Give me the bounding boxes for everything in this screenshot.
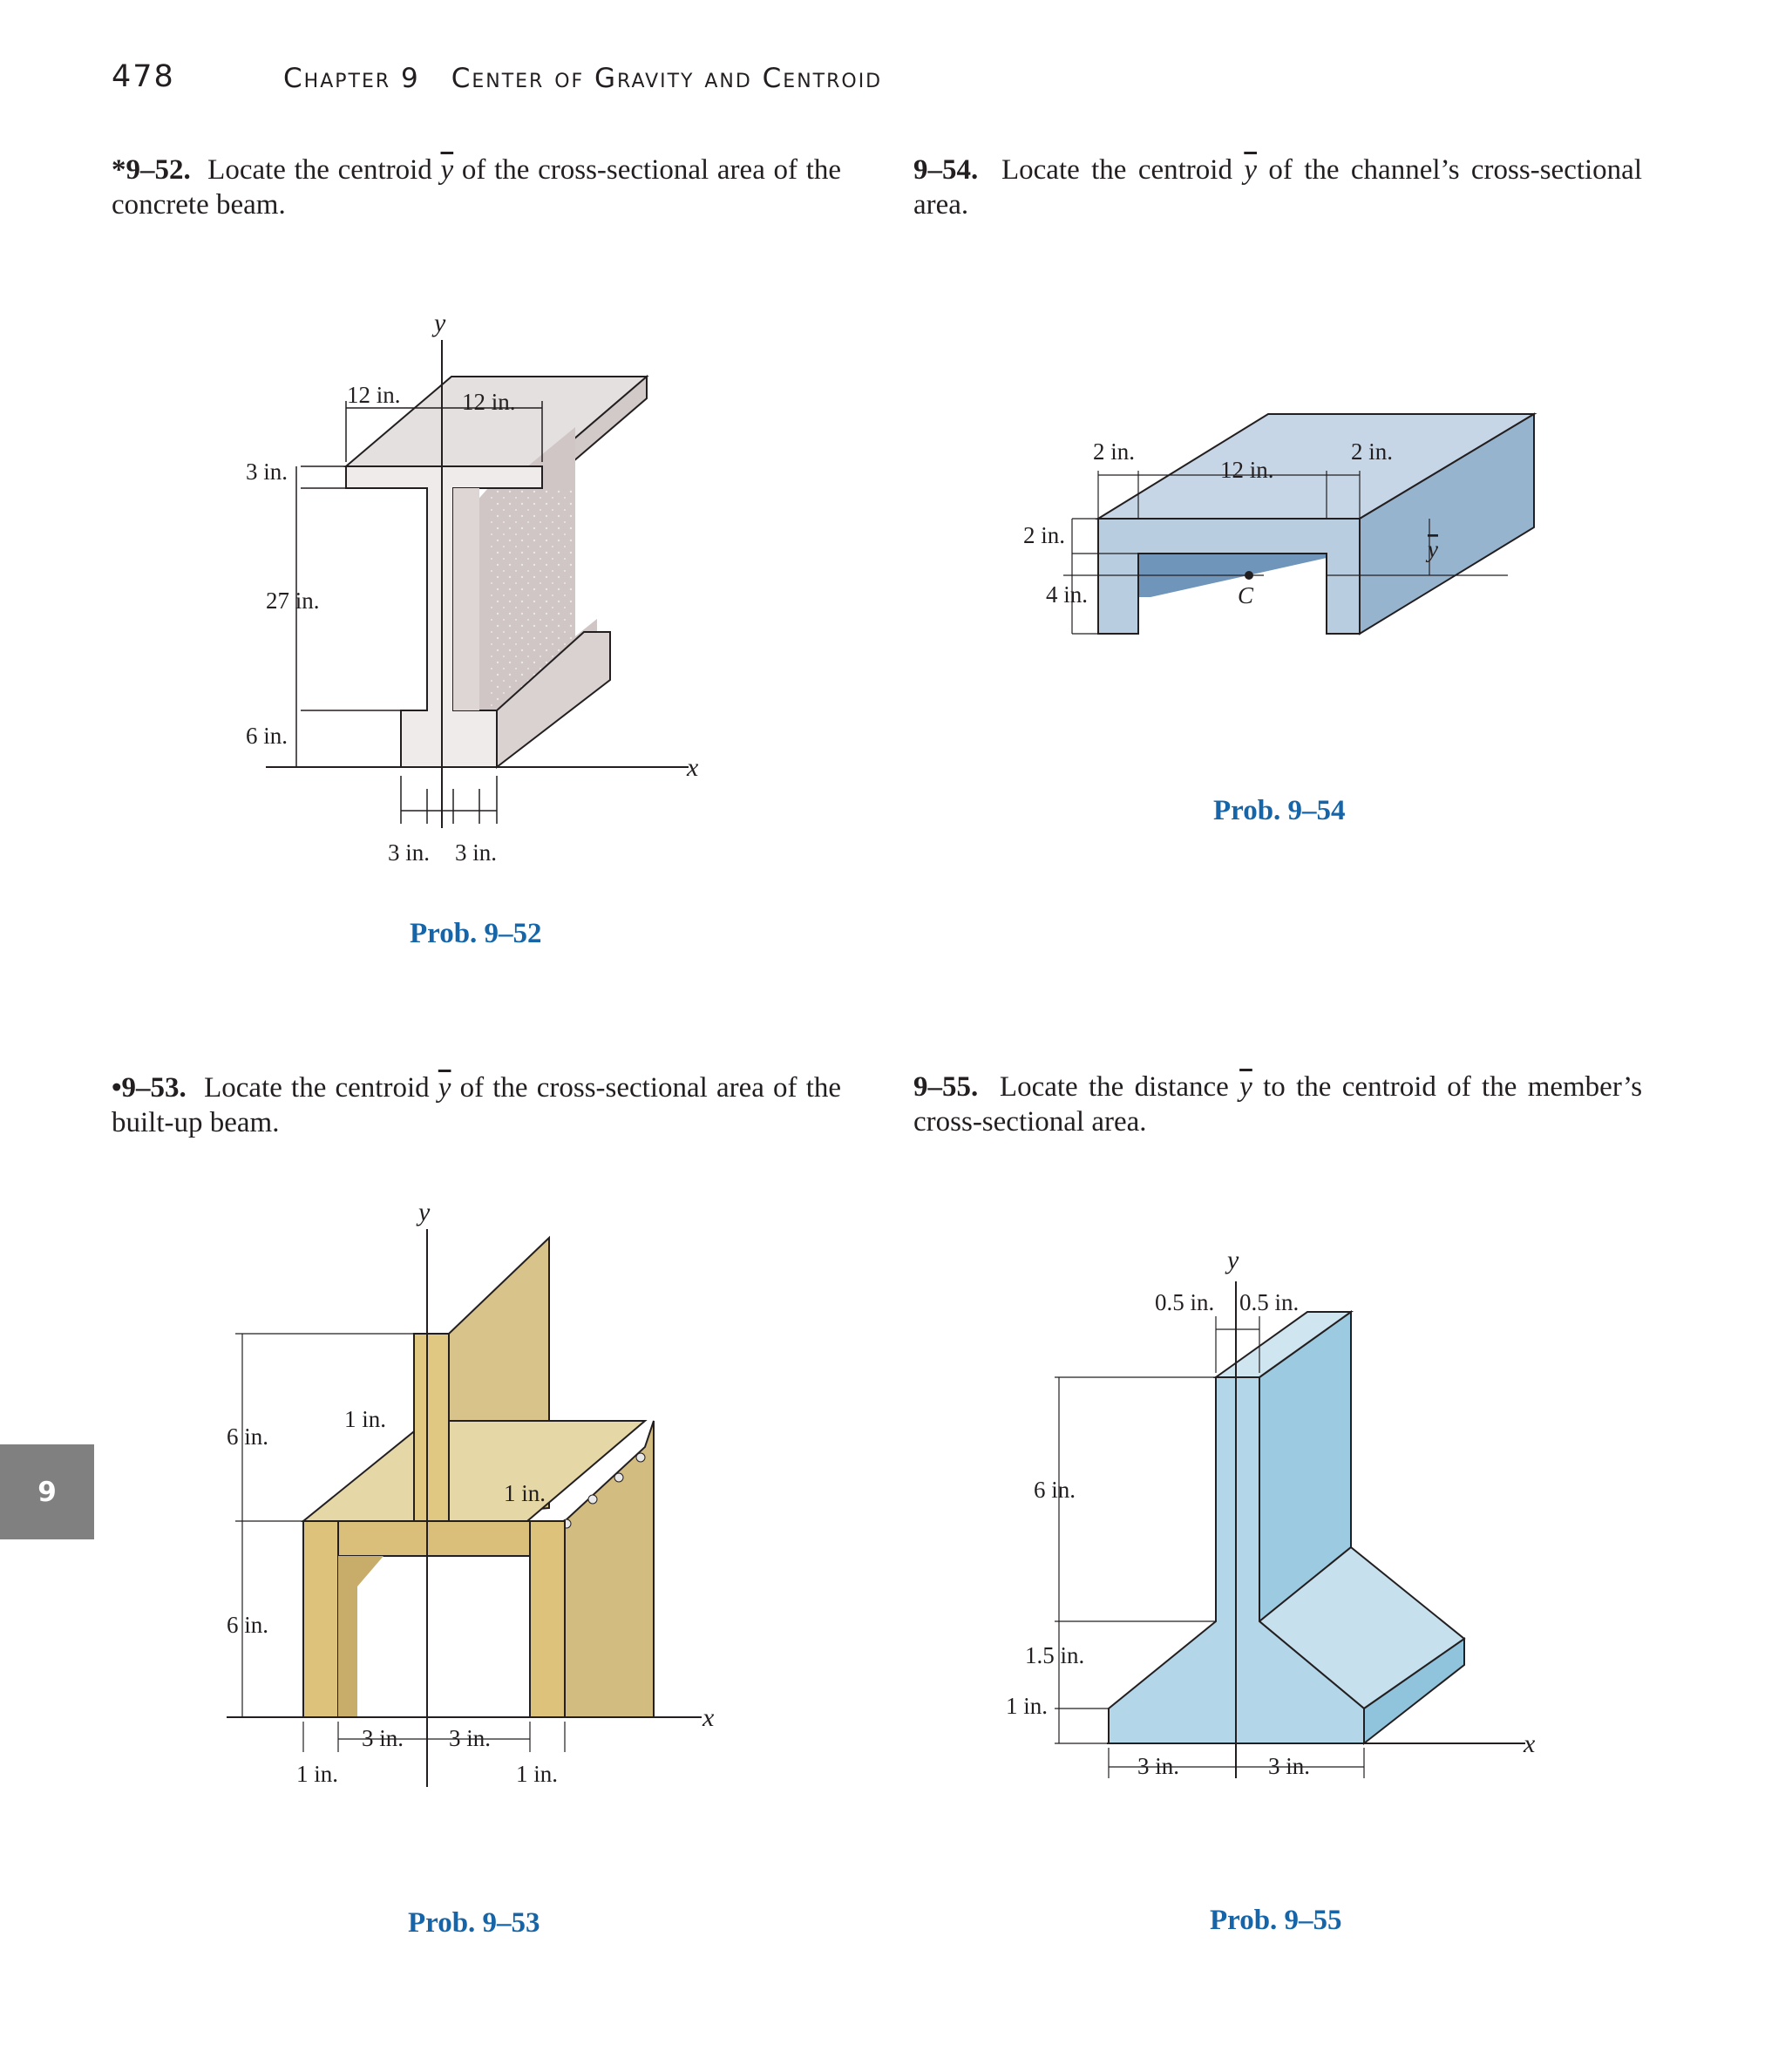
- running-header: [283, 63, 882, 94]
- dim-label: 12 in.: [1220, 457, 1274, 483]
- dim-label: 6 in.: [227, 1423, 269, 1450]
- dim-label: 12 in.: [462, 389, 516, 415]
- dim-label: 3 in.: [246, 459, 288, 485]
- horizontal-board-section: [338, 1521, 530, 1556]
- dim-label: 1 in.: [504, 1480, 546, 1506]
- chapter-title: Center of Gravity and Centroid: [451, 63, 883, 94]
- dim-label: 1 in.: [516, 1761, 559, 1787]
- ybar-symbol: $\overline{y}$: [1244, 154, 1257, 186]
- dim-label: 12 in.: [347, 382, 401, 408]
- figure-caption: Prob. 9–54: [1213, 795, 1346, 826]
- y-axis-label: y: [434, 309, 446, 337]
- figure-9-53: [209, 1194, 750, 1796]
- problem-number: *9–52.: [112, 154, 191, 186]
- dim-label: 0.5 in.: [1155, 1289, 1215, 1315]
- x-axis-label: x: [1524, 1729, 1536, 1758]
- page-number: 478: [112, 59, 175, 94]
- dim-label: 2 in.: [1023, 522, 1066, 548]
- problem-number: 9–54.: [913, 154, 979, 186]
- problem-number: •9–53.: [112, 1072, 187, 1104]
- right-board-section: [530, 1521, 565, 1717]
- problem-text: Locate the centroid: [1001, 154, 1232, 186]
- left-board-section: [303, 1521, 338, 1717]
- problem-text: Locate the centroid: [207, 154, 432, 186]
- dim-label: 1 in.: [296, 1761, 339, 1787]
- dim-label: 3 in.: [455, 839, 498, 866]
- dim-label: 2 in.: [1351, 438, 1394, 465]
- problem-text: of the channel’s cross-sectional area.: [913, 154, 1643, 221]
- dim-label: 6 in.: [246, 723, 288, 749]
- problem-9-52: [112, 153, 841, 222]
- dim-label: 6 in.: [227, 1612, 269, 1638]
- x-axis-label: x: [702, 1703, 715, 1732]
- dim-label: 2 in.: [1093, 438, 1136, 465]
- dim-label: 1 in.: [1006, 1693, 1049, 1719]
- dim-label: 3 in.: [449, 1725, 492, 1751]
- problem-text: Locate the distance: [999, 1071, 1229, 1103]
- dim-label: 3 in.: [1268, 1753, 1311, 1779]
- centroid-label: C: [1238, 582, 1254, 608]
- ybar-symbol: $\overline{y}$: [438, 1072, 451, 1104]
- figure-9-55: [1002, 1247, 1560, 1796]
- figure-caption: Prob. 9–55: [1210, 1905, 1342, 1936]
- dim-label: 1 in.: [344, 1406, 387, 1432]
- dim-label: 3 in.: [362, 1725, 404, 1751]
- dim-label: 0.5 in.: [1239, 1289, 1300, 1315]
- y-axis-label: y: [1227, 1247, 1239, 1274]
- figure-caption: Prob. 9–52: [410, 918, 542, 949]
- dim-label: 27 in.: [266, 588, 320, 614]
- dim-label: 4 in.: [1046, 581, 1089, 608]
- chapter-tab: 9: [0, 1444, 94, 1539]
- figure-9-52: [227, 305, 750, 880]
- figure-caption: Prob. 9–53: [408, 1907, 540, 1939]
- problem-9-54: [913, 153, 1642, 222]
- dim-label: 1.5 in.: [1025, 1642, 1085, 1668]
- figure-9-54: [1002, 397, 1560, 649]
- dim-label: 3 in.: [388, 839, 431, 866]
- y-axis-label: y: [418, 1198, 431, 1226]
- problem-9-55: [913, 1070, 1642, 1139]
- ybar-symbol: $\overline{y}$: [440, 154, 454, 186]
- dim-label: 3 in.: [1137, 1753, 1180, 1779]
- problem-9-53: [112, 1070, 841, 1140]
- vertical-board-section: [414, 1334, 449, 1521]
- problem-number: 9–55.: [913, 1071, 979, 1103]
- problem-text: Locate the centroid: [204, 1072, 430, 1104]
- problem-text: to the centroid of the member’s cross-sectional area.: [913, 1071, 1643, 1138]
- problem-text: of the cross-sectional area of the concrete beam.: [112, 154, 842, 221]
- ybar-symbol: $\overline{y}$: [1239, 1071, 1252, 1103]
- x-axis-label: x: [687, 753, 699, 782]
- dim-label: 6 in.: [1034, 1477, 1076, 1503]
- ybar-label: y: [1428, 536, 1438, 562]
- problem-text: of the cross-sectional area of the built-up beam.: [112, 1072, 842, 1138]
- chapter-label: Chapter 9: [283, 63, 420, 94]
